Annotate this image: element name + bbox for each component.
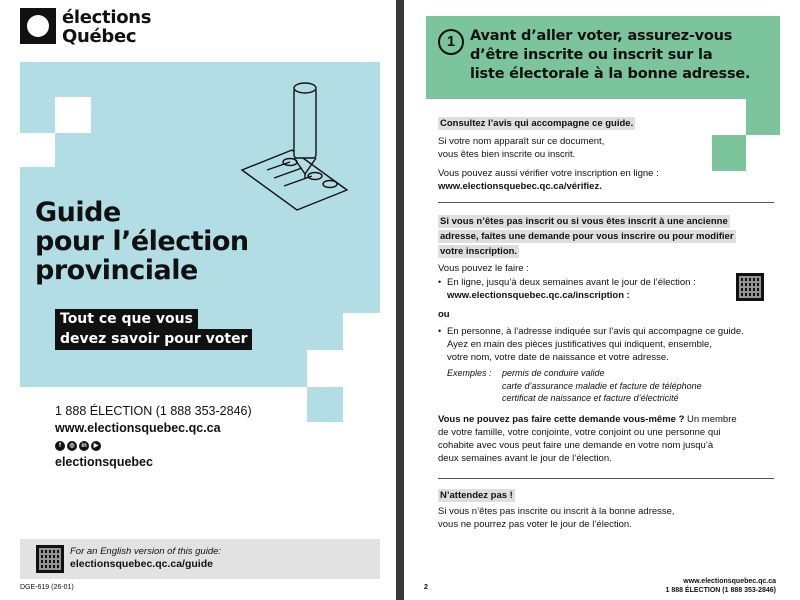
english-version-text bbox=[70, 545, 221, 571]
section-divider bbox=[438, 202, 774, 203]
page-number: 2 bbox=[424, 584, 428, 591]
social-icons bbox=[55, 441, 101, 451]
person-line2: Ayez en main des pièces justificatives qui indiquent, ensemble, bbox=[447, 339, 712, 350]
logo-mark-icon bbox=[20, 8, 56, 44]
person-line3: votre nom, votre date de naissance et votre adresse. bbox=[447, 352, 669, 363]
footer-phone: 1 888 ÉLECTION (1 888 353-2846) bbox=[665, 587, 776, 594]
decor-green-square bbox=[746, 99, 780, 135]
decor-square bbox=[307, 350, 380, 387]
document-code: DGE-619 (26-01) bbox=[20, 584, 74, 591]
decor-square bbox=[55, 97, 91, 133]
footer-url[interactable]: www.electionsquebec.qc.ca bbox=[683, 578, 776, 585]
step-header bbox=[426, 16, 780, 99]
facebook-icon[interactable]: f bbox=[55, 441, 65, 451]
tagline-line1: Tout ce que vous bbox=[55, 309, 198, 330]
cannot-line3: cohabite avec vous peut faire une demande en votre nom jusqu’à bbox=[438, 440, 714, 451]
header-line2: d’être inscrite ou inscrit sur la bbox=[470, 47, 713, 63]
s2-heading-line3: votre inscription. bbox=[440, 246, 518, 257]
step-number: 1 bbox=[438, 29, 464, 55]
or-separator: ou bbox=[438, 309, 450, 320]
youtube-icon[interactable]: ▶ bbox=[91, 441, 101, 451]
section1-heading bbox=[438, 117, 635, 130]
step-title bbox=[470, 27, 770, 84]
website-link[interactable]: www.electionsquebec.qc.ca bbox=[55, 421, 221, 435]
verify-link[interactable]: www.electionsquebec.qc.ca/vérifiez. bbox=[438, 181, 602, 192]
person-line1: En personne, à l’adresse indiquée sur l’avis qui accompagne ce guide. bbox=[447, 326, 744, 337]
s2-intro: Vous pouvez le faire : bbox=[438, 263, 529, 274]
cannot-bold: Vous ne pouvez pas faire cette demande vous-même ? bbox=[438, 414, 685, 425]
guide-title bbox=[35, 198, 249, 285]
english-url[interactable]: electionsquebec.qc.ca/guide bbox=[70, 558, 213, 570]
english-label: For an English version of this guide: bbox=[70, 546, 222, 557]
cannot-line1: Un membre bbox=[684, 414, 737, 425]
title-line3: provinciale bbox=[35, 255, 198, 286]
phone-number: 1 888 ÉLECTION (1 888 353-2846) bbox=[55, 404, 252, 418]
qr-code-icon bbox=[36, 545, 64, 573]
section3-heading-text: N’attendez pas ! bbox=[440, 490, 513, 501]
title-line2: pour l’élection bbox=[35, 226, 249, 257]
examples bbox=[447, 367, 702, 405]
s3-line1: Si vous n’êtes pas inscrite ou inscrit à la bonne adresse, bbox=[438, 506, 675, 517]
s2-heading-line1: Si vous n’êtes pas inscrit ou si vous êtes inscrit à une ancienne bbox=[440, 216, 728, 227]
info-page bbox=[404, 0, 800, 600]
logo-text bbox=[62, 8, 151, 46]
cover-page bbox=[0, 0, 396, 600]
bullet-dot: • bbox=[438, 277, 442, 287]
decor-square bbox=[20, 133, 55, 167]
section1-paragraph1 bbox=[438, 135, 604, 161]
decor-square bbox=[343, 313, 380, 350]
cannot-paragraph bbox=[438, 413, 737, 465]
title-line1: Guide bbox=[35, 197, 121, 228]
cannot-line2: de votre famille, votre conjointe, votre conjoint ou une personne qui bbox=[438, 427, 721, 438]
instagram-icon[interactable]: ◎ bbox=[67, 441, 77, 451]
inscription-link[interactable]: www.electionsquebec.qc.ca/inscription : bbox=[447, 290, 630, 301]
section3-heading bbox=[438, 489, 515, 502]
in-person-option bbox=[447, 325, 744, 364]
section-divider bbox=[438, 478, 774, 479]
header-line1: Avant d’aller voter, assurez-vous bbox=[470, 28, 733, 44]
s1-p2-line1: Vous pouvez aussi vérifier votre inscription en ligne : bbox=[438, 168, 659, 179]
qr-code-icon bbox=[736, 273, 764, 301]
decor-green-square bbox=[712, 135, 746, 171]
footer bbox=[665, 577, 776, 595]
decor-square bbox=[307, 387, 343, 422]
example2: carte d’assurance maladie et facture de téléphone bbox=[502, 380, 702, 391]
examples-label: Exemples : bbox=[447, 368, 492, 378]
social-handle: electionsquebec bbox=[55, 455, 153, 469]
bullet-dot: • bbox=[438, 326, 442, 336]
elections-quebec-logo bbox=[20, 8, 151, 46]
online-line1: En ligne, jusqu’à deux semaines avant le jour de l’élection : bbox=[447, 277, 696, 288]
cannot-line4: deux semaines avant le jour de l’élection. bbox=[438, 453, 612, 464]
linkedin-icon[interactable]: in bbox=[79, 441, 89, 451]
section3-text bbox=[438, 505, 675, 531]
section1-paragraph2 bbox=[438, 167, 659, 193]
logo-line1: élections bbox=[62, 7, 152, 28]
tagline-line2: devez savoir pour voter bbox=[55, 329, 252, 350]
ballot-illustration-icon bbox=[232, 70, 352, 220]
s2-heading-line2: adresse, faites une demande pour vous inscrire ou pour modifier bbox=[440, 231, 734, 242]
s3-line2: vous ne pourrez pas voter le jour de l’élection. bbox=[438, 519, 632, 530]
s1-p1-line2: vous êtes bien inscrite ou inscrit. bbox=[438, 149, 576, 160]
logo-line2: Québec bbox=[62, 26, 137, 47]
example3: certificat de naissance et facture d’électricité bbox=[502, 393, 679, 403]
s1-p1-line1: Si votre nom apparaît sur ce document, bbox=[438, 136, 605, 147]
example1: permis de conduire valide bbox=[502, 368, 605, 378]
header-line3: liste électorale à la bonne adresse. bbox=[470, 66, 751, 82]
section1-heading-text: Consultez l’avis qui accompagne ce guide. bbox=[440, 118, 634, 129]
online-option bbox=[447, 276, 696, 302]
section2-heading bbox=[438, 214, 736, 259]
english-version-box bbox=[20, 539, 380, 579]
